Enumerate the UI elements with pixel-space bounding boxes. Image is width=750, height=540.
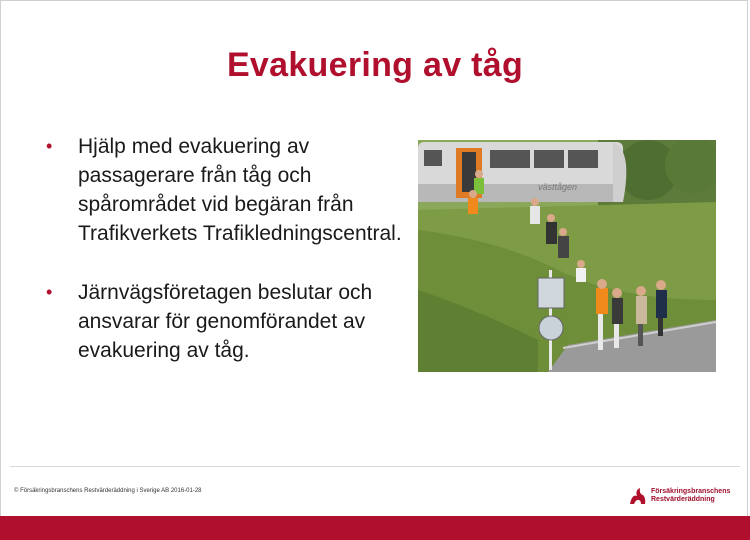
bullet-item — [40, 132, 420, 248]
bullet-text: Hjälp med evakuering av passagerare från tåg och spårområdet vid begäran från Trafikverkets Trafikledningscentral. — [78, 135, 402, 245]
bullet-list — [40, 132, 420, 395]
train-marking: västtågen — [538, 182, 578, 192]
bullet-item — [40, 278, 420, 365]
flame-logo-icon — [628, 486, 648, 506]
slide-title: Evakuering av tåg — [226, 46, 524, 84]
company-logo — [628, 486, 730, 506]
logo-line2: Restvärderäddning — [651, 496, 715, 503]
logo-line1: Försäkringsbranschens — [651, 488, 731, 495]
bullet-text: Järnvägsföretagen beslutar och ansvarar för genomförandet av evakuering av tåg. — [78, 281, 373, 362]
bottom-accent-bar — [0, 516, 750, 540]
footer-copyright: © Försäkringsbranschens Restvärderäddning i Sverige AB 2016-01-28 — [14, 488, 202, 494]
footer-divider — [10, 466, 740, 467]
evacuation-photo — [418, 140, 716, 372]
logo-text — [651, 488, 730, 504]
bullet-dot-icon: • — [46, 282, 53, 302]
bullet-dot-icon: • — [46, 136, 53, 156]
